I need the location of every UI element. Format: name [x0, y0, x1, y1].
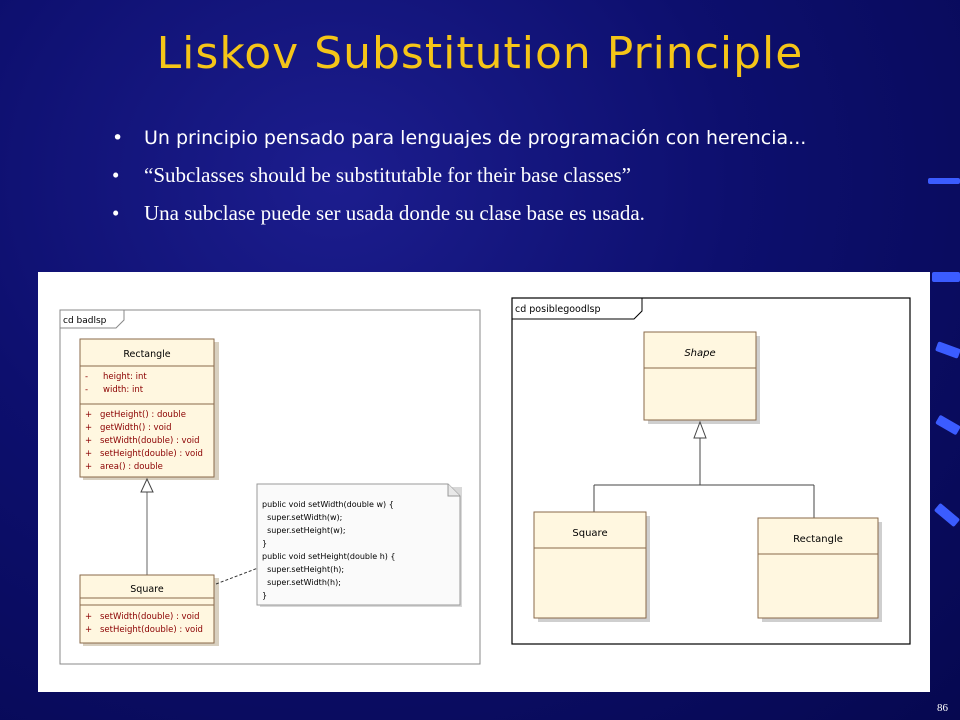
bad-lsp-frame-label: cd badlsp	[63, 316, 107, 326]
decorative-bar	[932, 272, 960, 282]
bullet-text: Una subclase puede ser usada donde su clase base es usada.	[144, 201, 645, 225]
method-vis: +	[85, 625, 93, 635]
bullet-item	[112, 126, 872, 150]
method-vis: +	[85, 612, 93, 622]
note-line: super.setWidth(h);	[262, 578, 341, 587]
note-line: }	[262, 591, 268, 600]
method-vis: +	[85, 436, 93, 446]
class-name: Shape	[684, 348, 716, 359]
method-text: setHeight(double) : void	[100, 625, 203, 635]
bullet-marker: •	[112, 201, 120, 225]
bullet-item	[112, 162, 872, 188]
method-text: getWidth() : void	[100, 423, 172, 433]
class-shape[interactable]	[644, 332, 760, 424]
note-line: super.setWidth(w);	[262, 513, 343, 522]
bullet-marker: •	[112, 163, 120, 187]
class-name: Square	[130, 584, 164, 595]
page-number: 86	[937, 702, 948, 714]
method-vis: +	[85, 410, 93, 420]
bullet-text: Un principio pensado para lenguajes de programación con herencia...	[144, 127, 807, 149]
method-vis: +	[85, 423, 93, 433]
note-line: super.setHeight(h);	[262, 565, 345, 574]
good-lsp-frame-label: cd posiblegoodlsp	[515, 304, 601, 315]
bad-lsp-diagram	[60, 310, 480, 664]
slide-title: Liskov Substitution Principle	[156, 28, 804, 79]
note-line: }	[262, 539, 268, 548]
bullet-text: “Subclasses should be substitutable for their base classes”	[144, 163, 631, 187]
decorative-bar	[935, 415, 960, 436]
note-line: public void setHeight(double h) {	[262, 552, 396, 561]
decorative-bar	[934, 503, 960, 527]
attr-text: height: int	[103, 372, 147, 382]
note-line: super.setHeight(w);	[262, 526, 346, 535]
decorative-bar	[935, 341, 960, 359]
attr-vis: -	[85, 385, 89, 395]
method-text: setHeight(double) : void	[100, 449, 203, 459]
good-lsp-diagram	[512, 298, 910, 644]
class-square[interactable]	[80, 575, 219, 646]
class-rectangle[interactable]	[80, 339, 219, 480]
class-name: Rectangle	[793, 534, 843, 545]
decorative-bar	[928, 178, 960, 184]
method-vis: +	[85, 462, 93, 472]
class-rectangle[interactable]	[758, 518, 882, 622]
method-text: setWidth(double) : void	[100, 436, 200, 446]
uml-diagram-panel	[38, 272, 930, 692]
method-text: getHeight() : double	[100, 410, 186, 420]
method-text: area() : double	[100, 462, 163, 472]
class-square[interactable]	[534, 512, 650, 622]
code-note	[257, 484, 462, 607]
attr-text: width: int	[103, 385, 144, 395]
note-line: public void setWidth(double w) {	[262, 500, 394, 509]
class-name: Square	[572, 528, 608, 539]
bullet-list	[112, 126, 872, 238]
bullet-item	[112, 200, 872, 226]
class-name: Rectangle	[123, 349, 171, 360]
method-text: setWidth(double) : void	[100, 612, 200, 622]
attr-vis: -	[85, 372, 89, 382]
bullet-marker: •	[112, 127, 124, 149]
method-vis: +	[85, 449, 93, 459]
